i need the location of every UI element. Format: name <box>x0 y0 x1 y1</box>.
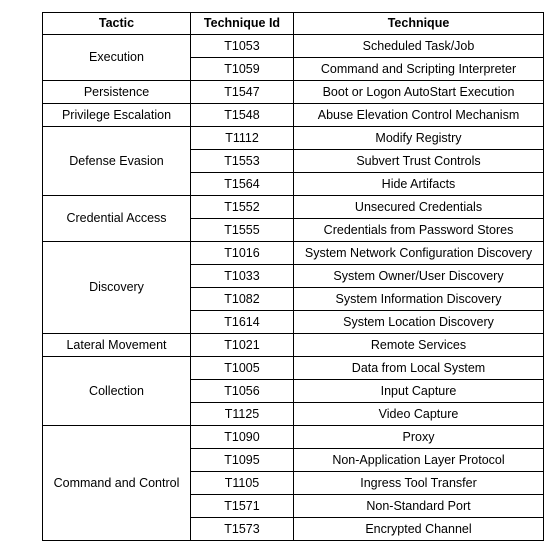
technique-id-cell: T1573 <box>191 518 294 541</box>
tactic-cell: Discovery <box>43 242 191 334</box>
technique-name-cell: Unsecured Credentials <box>294 196 544 219</box>
table-row <box>43 127 544 150</box>
table-row <box>43 196 544 219</box>
tactic-cell: Command and Control <box>43 426 191 541</box>
technique-name-cell: Modify Registry <box>294 127 544 150</box>
technique-id-cell: T1614 <box>191 311 294 334</box>
technique-id-cell: T1571 <box>191 495 294 518</box>
table-row <box>43 357 544 380</box>
table-row <box>43 35 544 58</box>
table-row <box>43 242 544 265</box>
technique-id-cell: T1112 <box>191 127 294 150</box>
header-row <box>43 13 544 35</box>
technique-name-cell: Non-Standard Port <box>294 495 544 518</box>
tactic-cell: Execution <box>43 35 191 81</box>
technique-name-cell: System Location Discovery <box>294 311 544 334</box>
technique-id-cell: T1021 <box>191 334 294 357</box>
technique-id-cell: T1056 <box>191 380 294 403</box>
technique-id-cell: T1105 <box>191 472 294 495</box>
technique-id-cell: T1005 <box>191 357 294 380</box>
header-technique-id: Technique Id <box>191 13 294 35</box>
technique-name-cell: Scheduled Task/Job <box>294 35 544 58</box>
technique-id-cell: T1059 <box>191 58 294 81</box>
header-tactic: Tactic <box>43 13 191 35</box>
technique-name-cell: Boot or Logon AutoStart Execution <box>294 81 544 104</box>
technique-name-cell: Video Capture <box>294 403 544 426</box>
technique-name-cell: System Owner/User Discovery <box>294 265 544 288</box>
tactic-cell: Credential Access <box>43 196 191 242</box>
table-row <box>43 104 544 127</box>
technique-name-cell: Command and Scripting Interpreter <box>294 58 544 81</box>
technique-name-cell: Input Capture <box>294 380 544 403</box>
table-row <box>43 81 544 104</box>
technique-name-cell: Abuse Elevation Control Mechanism <box>294 104 544 127</box>
technique-name-cell: System Information Discovery <box>294 288 544 311</box>
technique-name-cell: Remote Services <box>294 334 544 357</box>
technique-name-cell: Credentials from Password Stores <box>294 219 544 242</box>
technique-id-cell: T1053 <box>191 35 294 58</box>
technique-id-cell: T1033 <box>191 265 294 288</box>
technique-name-cell: Encrypted Channel <box>294 518 544 541</box>
technique-name-cell: Ingress Tool Transfer <box>294 472 544 495</box>
technique-id-cell: T1553 <box>191 150 294 173</box>
table-row <box>43 334 544 357</box>
technique-id-cell: T1095 <box>191 449 294 472</box>
technique-id-cell: T1564 <box>191 173 294 196</box>
tactic-cell: Defense Evasion <box>43 127 191 196</box>
technique-name-cell: Non-Application Layer Protocol <box>294 449 544 472</box>
tactic-cell: Collection <box>43 357 191 426</box>
technique-name-cell: Hide Artifacts <box>294 173 544 196</box>
technique-id-cell: T1552 <box>191 196 294 219</box>
tactic-cell: Lateral Movement <box>43 334 191 357</box>
technique-id-cell: T1548 <box>191 104 294 127</box>
table-row <box>43 426 544 449</box>
technique-name-cell: System Network Configuration Discovery <box>294 242 544 265</box>
technique-name-cell: Subvert Trust Controls <box>294 150 544 173</box>
header-technique: Technique <box>294 13 544 35</box>
technique-id-cell: T1547 <box>191 81 294 104</box>
tactic-cell: Privilege Escalation <box>43 104 191 127</box>
table-body <box>43 35 544 541</box>
technique-id-cell: T1016 <box>191 242 294 265</box>
technique-name-cell: Data from Local System <box>294 357 544 380</box>
technique-id-cell: T1090 <box>191 426 294 449</box>
technique-name-cell: Proxy <box>294 426 544 449</box>
technique-id-cell: T1082 <box>191 288 294 311</box>
attack-technique-table <box>42 12 544 541</box>
tactic-cell: Persistence <box>43 81 191 104</box>
technique-id-cell: T1555 <box>191 219 294 242</box>
technique-id-cell: T1125 <box>191 403 294 426</box>
